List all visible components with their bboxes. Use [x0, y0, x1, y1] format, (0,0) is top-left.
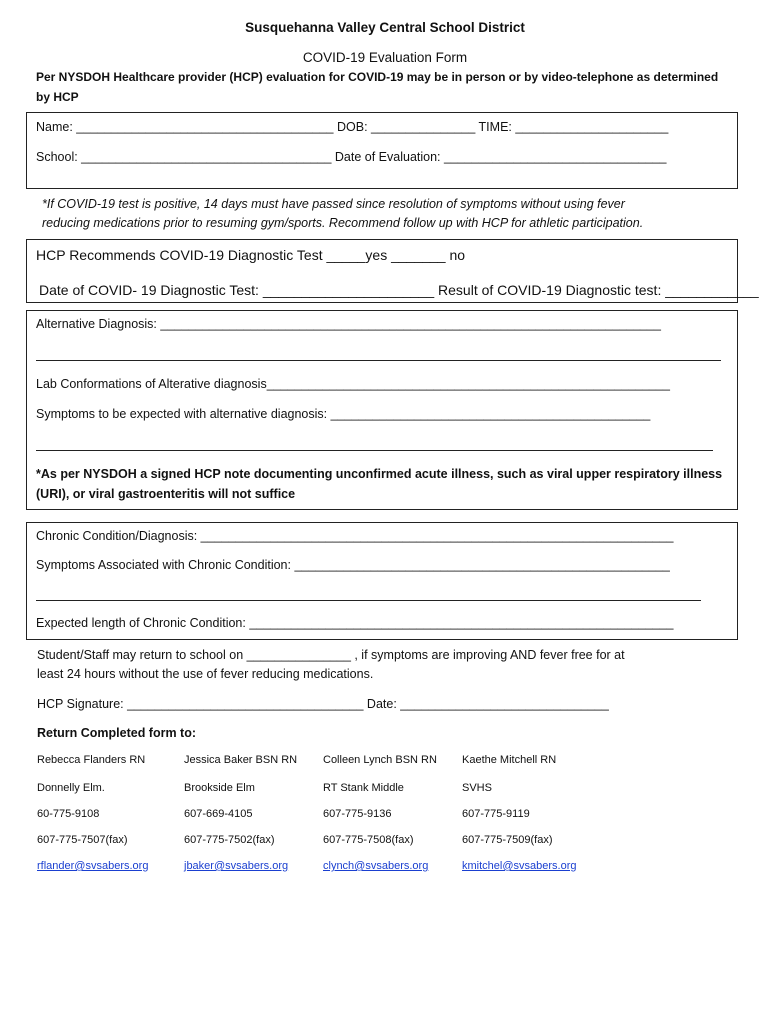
lab-confirmations-field[interactable]: Lab Conformations of Alterative diagnosis__________________________________________________________ [36, 377, 670, 391]
contact-phone: 60-775-9108 [37, 808, 100, 820]
district-title: Susquehanna Valley Central School District [245, 20, 525, 35]
chronic-length-field[interactable]: Expected length of Chronic Condition: _____________________________________________________________ [36, 616, 674, 630]
contact-name: Kaethe Mitchell RN [462, 754, 557, 766]
nysdoh-warning-line2: (URI), or viral gastroenteritis will not suffice [36, 487, 296, 501]
contact-school: Donnelly Elm. [37, 782, 105, 794]
form-title: COVID-19 Evaluation Form [302, 50, 468, 65]
alternative-symptoms-blank-line[interactable] [36, 450, 713, 451]
return-date-field[interactable]: Student/Staff may return to school on _______________ , if symptoms are improving AND fever free for at [37, 648, 625, 662]
contact-school: Brookside Elm [184, 782, 255, 794]
contact-fax: 607-775-7502(fax) [184, 834, 275, 846]
contact-email-link[interactable]: jbaker@svsabers.org [184, 860, 289, 872]
hcp-signature-field[interactable]: HCP Signature: __________________________________ Date: ______________________________ [37, 697, 609, 711]
alternative-symptoms-field[interactable]: Symptoms to be expected with alternative diagnosis: ______________________________________________ [36, 407, 651, 421]
contact-fax: 607-775-7507(fax) [37, 834, 128, 846]
test-date-result-field[interactable]: Date of COVID- 19 Diagnostic Test: ______________________ Result of COVID-19 Diagnostic test: ____________ [39, 282, 759, 298]
positive-test-note-line2: reducing medications prior to resuming gym/sports. Recommend follow up with HCP for athletic participation. [42, 216, 644, 230]
hcp-recommends-test-field[interactable]: HCP Recommends COVID-19 Diagnostic Test _____yes _______ no [36, 247, 466, 263]
contact-email-link[interactable]: clynch@svsabers.org [323, 860, 429, 872]
contact-name: Jessica Baker BSN RN [184, 754, 298, 766]
positive-test-note-line1: *If COVID-19 test is positive, 14 days must have passed since resolution of symptoms without using fever [42, 197, 625, 211]
contact-school: RT Stank Middle [323, 782, 404, 794]
contact-email-link[interactable]: rflander@svsabers.org [37, 860, 149, 872]
contact-name: Colleen Lynch BSN RN [323, 754, 437, 766]
contact-fax: 607-775-7509(fax) [462, 834, 553, 846]
name-dob-time-field[interactable]: Name: _____________________________________ DOB: _______________ TIME: ______________________ [36, 120, 669, 134]
chronic-diagnosis-field[interactable]: Chronic Condition/Diagnosis: ____________________________________________________________________ [36, 529, 674, 543]
chronic-symptoms-blank-line[interactable] [36, 600, 701, 601]
contact-phone: 607-669-4105 [184, 808, 253, 820]
contact-email-link[interactable]: kmitchel@svsabers.org [462, 860, 577, 872]
contact-school: SVHS [462, 782, 492, 794]
intro-text: Per NYSDOH Healthcare provider (HCP) evaluation for COVID-19 may be in person or by video-telephone as determined by HCP [36, 70, 719, 104]
school-evaluation-date-field[interactable]: School: ____________________________________ Date of Evaluation: ________________________________ [36, 150, 667, 164]
contact-name: Rebecca Flanders RN [37, 754, 146, 766]
contact-fax: 607-775-7508(fax) [323, 834, 414, 846]
contact-phone: 607-775-9136 [323, 808, 392, 820]
nysdoh-warning-line1: *As per NYSDOH a signed HCP note documenting unconfirmed acute illness, such as viral upper respiratory illness [36, 467, 723, 481]
alternative-diagnosis-blank-line[interactable] [36, 360, 721, 361]
chronic-symptoms-field[interactable]: Symptoms Associated with Chronic Condition: ______________________________________________________ [36, 558, 670, 572]
return-conditions-text: least 24 hours without the use of fever reducing medications. [37, 667, 374, 681]
alternative-diagnosis-field[interactable]: Alternative Diagnosis: ________________________________________________________________________ [36, 317, 661, 331]
return-form-heading: Return Completed form to: [37, 726, 197, 740]
contact-phone: 607-775-9119 [462, 808, 530, 820]
